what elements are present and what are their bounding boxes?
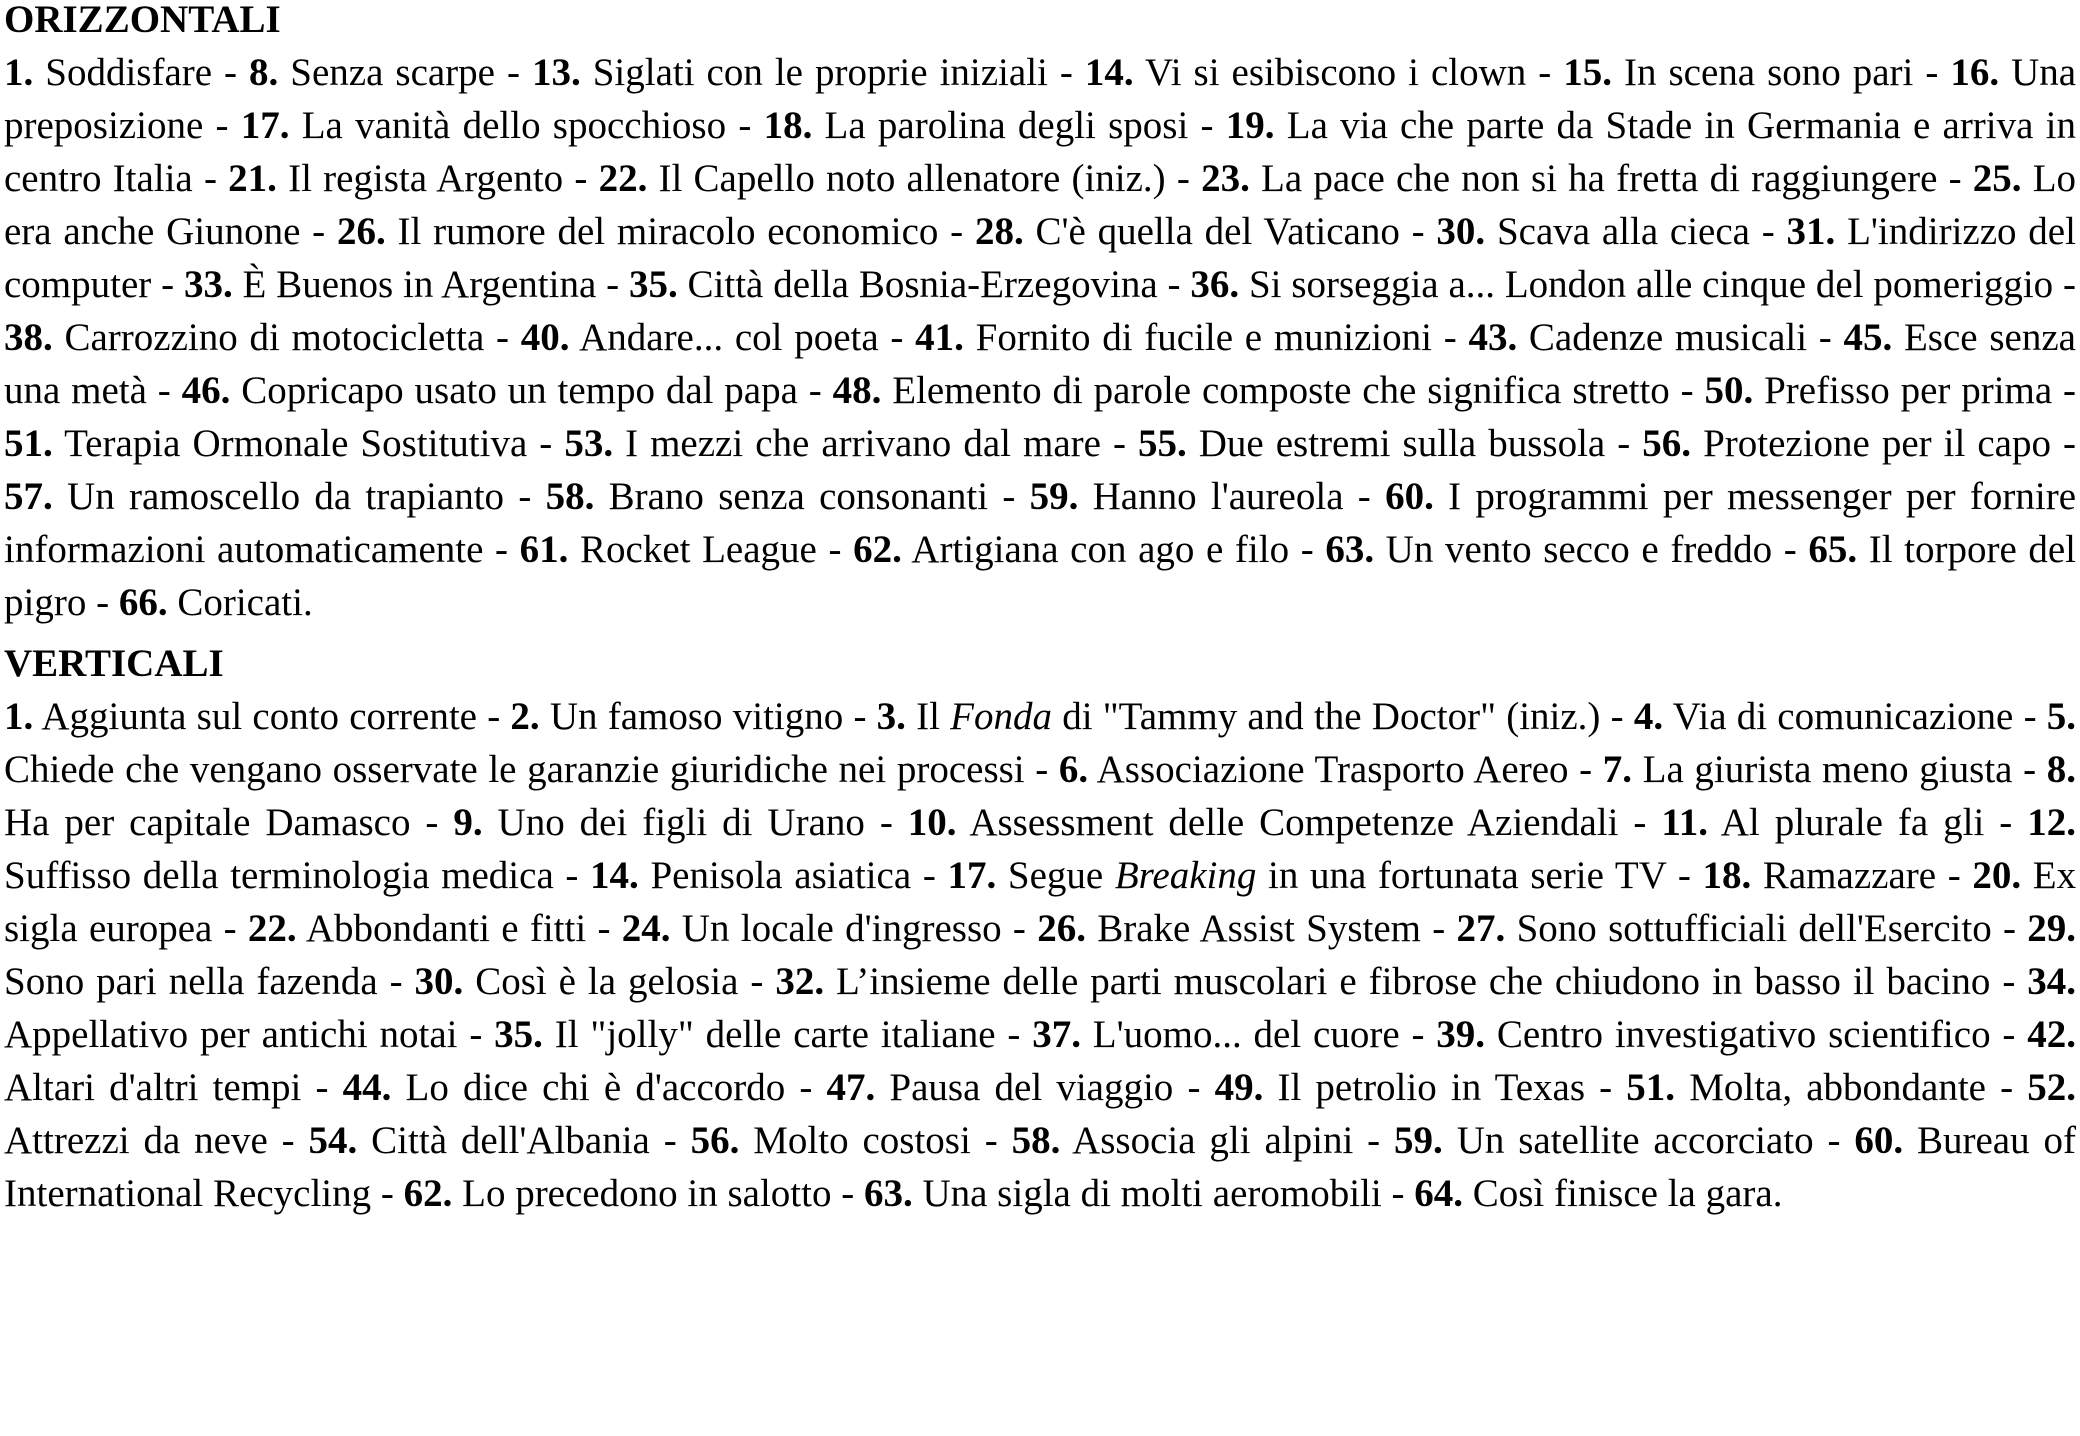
clue-number: 17. [240, 104, 290, 147]
clue-item [1626, 1066, 1986, 1109]
clue-text: Ex sigla europea [4, 854, 2077, 950]
clue-text: Abbondanti e fitti [305, 907, 587, 950]
clue-number: 4. [1633, 695, 1664, 738]
clue-number: 18. [1702, 854, 1752, 897]
clue-text: Chiede che vengano osservate le garanzie giuridiche nei processi [4, 748, 1025, 791]
clue-text: Molto costosi [753, 1119, 971, 1162]
clue-text: Carrozzino di motocicletta [64, 316, 485, 359]
clue-number: 25. [1972, 157, 2022, 200]
clue-text: Rocket League [580, 528, 817, 571]
clue-number: 59. [1029, 475, 1079, 518]
clue-text: Città della Bosnia-Erzegovina [687, 263, 1158, 306]
clue-text: Attrezzi da neve [4, 1119, 268, 1162]
clue-item [1201, 157, 1937, 200]
clue-number: 20. [1972, 854, 2022, 897]
clue-number: 36. [1190, 263, 1240, 306]
clue-number: 30. [1436, 210, 1486, 253]
clue-number: 12. [2027, 801, 2076, 844]
clue-number: 18. [763, 104, 813, 147]
clue-text: L'indirizzo del computer [4, 210, 2076, 306]
clue-number: 35. [628, 263, 678, 306]
clue-item [309, 1119, 650, 1162]
clue-number: 16. [1950, 51, 2000, 94]
clue-number: 37. [1032, 1013, 1081, 1056]
clue-number: 65. [1808, 528, 1858, 571]
clue-number: 5. [2046, 695, 2077, 738]
clue-item [915, 316, 1432, 359]
clue-text: Lo precedono in salotto [462, 1172, 832, 1215]
clue-item [4, 316, 484, 359]
clue-text: Il petrolio in Texas [1277, 1066, 1586, 1109]
clue-item [833, 369, 1670, 412]
clue-item [1190, 263, 2053, 306]
clue-item [1215, 1066, 1585, 1109]
clue-number: 32. [775, 960, 825, 1003]
clue-text: C'è quella del Vaticano [1035, 210, 1400, 253]
clue-number: 54. [308, 1119, 358, 1162]
clue-text: Associazione Trasporto Aereo [1096, 748, 1569, 791]
clue-number: 30. [414, 960, 464, 1003]
clue-number: 6. [1058, 748, 1089, 791]
clue-item [691, 1119, 971, 1162]
clue-text: Sono sottufficiali dell'Esercito [1516, 907, 1992, 950]
clue-item [877, 695, 1601, 738]
clue-number: 10. [907, 801, 957, 844]
clue-item [404, 1172, 832, 1215]
clue-item [249, 51, 495, 94]
clue-number: 46. [181, 369, 231, 412]
clue-number: 61. [519, 528, 569, 571]
clue-item [1414, 1172, 1782, 1215]
clue-text: Un famoso vitigno [549, 695, 844, 738]
clue-item [343, 1066, 786, 1109]
clue-text: Uno dei figli di Urano [497, 801, 865, 844]
clue-number: 45. [1843, 316, 1893, 359]
clue-text: Così è la gelosia [475, 960, 739, 1003]
clue-item [590, 854, 911, 897]
clue-number: 50. [1704, 369, 1754, 412]
clue-item [1085, 51, 1526, 94]
clue-number: 33. [183, 263, 233, 306]
clue-item [975, 210, 1400, 253]
clue-number: 17. [947, 854, 997, 897]
clue-number: 14. [590, 854, 639, 897]
clue-text: La via che parte da Stade in Germania e arriva in centro Italia [4, 104, 2077, 200]
clue-number: 51. [1626, 1066, 1676, 1109]
clue-item [241, 104, 726, 147]
clue-text: Vi si esibiscono i clown [1144, 51, 1527, 94]
clue-text: Altari d'altri tempi [4, 1066, 302, 1109]
clue-number: 51. [4, 422, 53, 465]
clue-text: Il rumore del miracolo economico [397, 210, 939, 253]
clue-number: 28. [974, 210, 1024, 253]
clue-item [453, 801, 865, 844]
clue-number: 58. [1011, 1119, 1061, 1162]
clue-text: Terapia Ormonale Sostitutiva [64, 422, 528, 465]
clue-item [4, 695, 477, 738]
clue-number: 3. [876, 695, 906, 738]
clue-text: Molta, abbondante [1689, 1066, 1986, 1109]
clue-number: 49. [1214, 1066, 1264, 1109]
clue-number: 48. [832, 369, 882, 412]
clue-item [532, 51, 1048, 94]
clue-item [1325, 528, 1772, 571]
clue-item [1634, 695, 2014, 738]
clue-text: Brano senza consonanti [608, 475, 989, 518]
clue-number: 44. [342, 1066, 392, 1109]
clue-text: Fornito di fucile e munizioni [975, 316, 1432, 359]
clue-list-orizzontali: 1. Soddisfare - 8. Senza scarpe - 13. Siglati con le proprie iniziali - 14. Vi si esibiscono i clown - 15. In scena sono pari - 16. Una preposizione - 17. La vanità dello spocchioso - 18. La parolina degli sposi - 19. La via che parte da Stade in Germania e arriva in centro Italia - 21. Il regista Argento - 22. Il Capello noto allenatore (iniz.) - 23. La pace che non si ha fretta di raggiungere - 25. Lo era anche Giunone - 26. Il rumore del miracolo economico - 28. C'è quella del Vaticano - 30. Scava alla cieca - 31. L'indirizzo del computer - 33. È Buenos in Argentina - 35. Città della Bosnia-Erzegovina - 36. Si sorseggia a... London alle cinque del pomeriggio - 38. Carrozzino di motocicletta - 40. Andare... col poeta - 41. Fornito di fucile e munizioni - 43. Cadenze musicali - 45. Esce senza una metà - 46. Copricapo usato un tempo dal papa - 48. Elemento di parole composte che significa stretto - 50. Prefisso per prima - 51. Terapia Ormonale Sostitutiva - 53. I mezzi che arrivano dal mare - 55. Due estremi sulla bussola - 56. Protezione per il capo - 57. Un ramoscello da trapianto - 58. Brano senza consonanti - 59. Hanno l'aureola - 60. I programmi per messenger per fornire informazioni automaticamente - 61. Rocket League - 62. Artigiana con ago e filo - 63. Un vento secco e freddo - 65. Il torpore del pigro - 66. Coricati. [4, 51, 2077, 624]
clue-text: L’insieme delle parti muscolari e fibrose che chiudono in basso il bacino [836, 960, 1991, 1003]
clue-number: 60. [1385, 475, 1434, 518]
clue-item [1436, 210, 1750, 253]
clue-item [4, 475, 504, 518]
clue-text: Copricapo usato un tempo dal papa [241, 369, 798, 412]
clue-item [1661, 801, 1984, 844]
clue-text: Soddisfare [45, 51, 213, 94]
clue-text: Elemento di parole composte che significa stretto [892, 369, 1670, 412]
clue-number: 8. [2046, 748, 2076, 791]
clue-number: 41. [915, 316, 964, 359]
clue-item [184, 263, 596, 306]
clue-item [1032, 1013, 1399, 1056]
clue-text-italic: Breaking [1114, 854, 1257, 897]
clue-number: 2. [510, 695, 540, 738]
clue-text: Centro investigativo scientifico [1496, 1013, 1991, 1056]
clue-number: 63. [863, 1172, 913, 1215]
clue-item [1012, 1119, 1354, 1162]
clue-item [775, 960, 1990, 1003]
clue-text: Appellativo per antichi notai [4, 1013, 458, 1056]
clue-item [4, 51, 212, 94]
clue-item [4, 422, 527, 465]
clue-item [248, 907, 586, 950]
clue-number: 63. [1325, 528, 1375, 571]
clue-text: Prefisso per prima [1764, 369, 2053, 412]
clue-number: 64. [1414, 1172, 1463, 1215]
clue-item [853, 528, 1289, 571]
clue-number: 1. [4, 51, 34, 94]
clue-text: Siglati con le proprie iniziali [592, 51, 1048, 94]
clue-number: 19. [1225, 104, 1275, 147]
clue-text: Si sorseggia a... London alle cinque del pomeriggio [1248, 263, 2054, 306]
clue-number: 1. [4, 695, 34, 738]
clue-text: Via di comunicazione [1672, 695, 2014, 738]
clue-number: 40. [520, 316, 570, 359]
clue-text: In scena sono pari [1624, 51, 1914, 94]
clue-number: 14. [1084, 51, 1134, 94]
clue-text: La parolina degli sposi [824, 104, 1189, 147]
clue-text: Segue [1007, 854, 1115, 897]
clue-text: Sono pari nella fazenda [4, 960, 378, 1003]
clue-number: 38. [4, 316, 53, 359]
clue-item [564, 422, 1101, 465]
clue-text: Penisola asiatica [650, 854, 912, 897]
section-title-verticali: VERTICALI [4, 642, 224, 685]
clue-item [764, 104, 1189, 147]
clue-number: 24. [621, 907, 671, 950]
clue-item [1702, 854, 1936, 897]
clue-text: Pausa del viaggio [889, 1066, 1174, 1109]
clue-number: 55. [1137, 422, 1187, 465]
clue-item [1468, 316, 1807, 359]
clue-number: 39. [1436, 1013, 1486, 1056]
clue-number: 53. [564, 422, 614, 465]
clue-text: Il regista Argento [288, 157, 564, 200]
clue-item [629, 263, 1158, 306]
clue-item [119, 581, 313, 624]
clue-item [947, 854, 1666, 897]
clue-text: Il "jolly" delle carte italiane [554, 1013, 996, 1056]
clue-number: 66. [118, 581, 168, 624]
clue-number: 57. [4, 475, 53, 518]
clue-item [415, 960, 739, 1003]
clue-number: 23. [1201, 157, 1250, 200]
clue-text: Il torpore del pigro [4, 528, 2077, 624]
clue-text: Coricati. [177, 581, 313, 624]
clue-number: 52. [2027, 1066, 2077, 1109]
clue-item [521, 316, 879, 359]
clue-number: 34. [2027, 960, 2076, 1003]
clue-text: Una preposizione [4, 51, 2077, 147]
clue-text: Un vento secco e freddo [1385, 528, 1773, 571]
clue-text: Ramazzare [1762, 854, 1937, 897]
clue-number: 22. [247, 907, 297, 950]
section-title-orizzontali: ORIZZONTALI [4, 0, 281, 41]
clue-text: Lo era anche Giunone [4, 157, 2077, 253]
clue-text: Hanno l'aureola [1092, 475, 1344, 518]
clue-number: 11. [1661, 801, 1708, 844]
clue-number: 35. [494, 1013, 543, 1056]
clue-number: 26. [336, 210, 386, 253]
clue-number: 8. [249, 51, 279, 94]
clue-text: Senza scarpe [290, 51, 495, 94]
clue-text: Il Capello noto allenatore (iniz.) [658, 157, 1166, 200]
clue-number: 7. [1602, 748, 1633, 791]
clue-text: Andare... col poeta [579, 316, 879, 359]
clue-number: 56. [1642, 422, 1692, 465]
clue-text: Una sigla di molti aeromobili [922, 1172, 1382, 1215]
clue-item [1030, 475, 1344, 518]
clue-item [1603, 748, 2013, 791]
clue-item [510, 695, 843, 738]
clue-text: Il [916, 695, 951, 738]
clue-number: 29. [2027, 907, 2077, 950]
clue-text: I mezzi che arrivano dal mare [625, 422, 1101, 465]
clue-number: 58. [545, 475, 595, 518]
clue-item [1457, 907, 1992, 950]
clue-item [1037, 907, 1421, 950]
clue-text: Ha per capitale Damasco [4, 801, 411, 844]
clue-item [546, 475, 988, 518]
clue-text: Un ramoscello da trapianto [67, 475, 505, 518]
clue-item [1059, 748, 1569, 791]
clue-item [494, 1013, 995, 1056]
clue-number: 47. [826, 1066, 876, 1109]
clue-text: Esce senza una metà [4, 316, 2076, 412]
clue-item [1138, 422, 1605, 465]
clue-text: Bureau of International Recycling [4, 1119, 2076, 1215]
clue-text: Artigiana con ago e filo [911, 528, 1290, 571]
clue-number: 26. [1037, 907, 1086, 950]
clue-number: 62. [403, 1172, 453, 1215]
clue-number: 42. [2027, 1013, 2076, 1056]
clue-item [827, 1066, 1174, 1109]
clue-text: L'uomo... del cuore [1092, 1013, 1400, 1056]
clue-text: Assessment delle Competenze Aziendali [969, 801, 1619, 844]
clue-item [337, 210, 938, 253]
clue-text: Aggiunta sul conto corrente [41, 695, 477, 738]
clue-number: 59. [1394, 1119, 1443, 1162]
clue-text: I programmi per messenger per fornire informazioni automaticamente [4, 475, 2077, 571]
clue-text: Suffisso della terminologia medica [4, 854, 554, 897]
clue-number: 62. [853, 528, 902, 571]
clue-number: 15. [1563, 51, 1612, 94]
clue-number: 27. [1456, 907, 1506, 950]
clue-item [520, 528, 817, 571]
clue-item [622, 907, 1002, 950]
clue-number: 21. [228, 157, 277, 200]
clue-text: Lo dice chi è d'accordo [405, 1066, 786, 1109]
clue-text-after: in una fortunata serie TV [1256, 854, 1667, 897]
clue-number: 13. [531, 51, 581, 94]
clue-item [182, 369, 798, 412]
clue-text: Al plurale fa gli [1720, 801, 1985, 844]
clue-text: La giurista meno giusta [1642, 748, 2013, 791]
clue-text: Brake Assist System [1097, 907, 1421, 950]
clue-text: Cadenze musicali [1528, 316, 1808, 359]
clue-text: Scava alla cieca [1496, 210, 1750, 253]
clue-text: Un satellite accorciato [1456, 1119, 1814, 1162]
clue-item [1704, 369, 2052, 412]
clue-number: 9. [453, 801, 483, 844]
clue-item [1563, 51, 1913, 94]
clue-text: Un locale d'ingresso [681, 907, 1002, 950]
clue-number: 22. [598, 157, 648, 200]
clue-text: Protezione per il capo [1703, 422, 2051, 465]
clue-text-italic: Fonda [950, 695, 1052, 738]
clue-item [599, 157, 1166, 200]
clue-number: 43. [1468, 316, 1518, 359]
clue-text: Città dell'Albania [371, 1119, 650, 1162]
clue-item [228, 157, 563, 200]
clue-number: 60. [1854, 1119, 1904, 1162]
clue-text: Associa gli alpini [1072, 1119, 1354, 1162]
clue-number: 31. [1786, 210, 1836, 253]
clue-text: La vanità dello spocchioso [301, 104, 727, 147]
clue-item [1642, 422, 2051, 465]
clue-list-verticali: 1. Aggiunta sul conto corrente - 2. Un famoso vitigno - 3. Il Fonda di "Tammy and the Doctor" (iniz.) - 4. Via di comunicazione - 5. Chiede che vengano osservate le garanzie giuridiche nei processi - 6. Associazione Trasporto Aereo - 7. La giurista meno giusta - 8. Ha per capitale Damasco - 9. Uno dei figli di Urano - 10. Assessment delle Competenze Aziendali - 11. Al plurale fa gli - 12. Suffisso della terminologia medica - 14. Penisola asiatica - 17. Segue Breaking in una fortunata serie TV - 18. Ramazzare - 20. Ex sigla europea - 22. Abbondanti e fitti - 24. Un locale d'ingresso - 26. Brake Assist System - 27. Sono sottufficiali dell'Esercito - 29. Sono pari nella fazenda - 30. Così è la gelosia - 32. L’insieme delle parti muscolari e fibrose che chiudono in basso il bacino - 34. Appellativo per antichi notai - 35. Il "jolly" delle carte italiane - 37. L'uomo... del cuore - 39. Centro investigativo scientifico - 42. Altari d'altri tempi - 44. Lo dice chi è d'accordo - 47. Pausa del viaggio - 49. Il petrolio in Texas - 51. Molta, abbondante - 52. Attrezzi da neve - 54. Città dell'Albania - 56. Molto costosi - 58. Associa gli alpini - 59. Un satellite accorciato - 60. Bureau of International Recycling - 62. Lo precedono in salotto - 63. Una sigla di molti aeromobili - 64. Così finisce la gara. [4, 695, 2077, 1215]
clue-number: 56. [690, 1119, 740, 1162]
clue-text: La pace che non si ha fretta di raggiungere [1261, 157, 1938, 200]
clue-item [1394, 1119, 1814, 1162]
clue-item [1436, 1013, 1990, 1056]
clue-text: Due estremi sulla bussola [1198, 422, 1606, 465]
clue-item [864, 1172, 1382, 1215]
clue-text-after: di "Tammy and the Doctor" (iniz.) [1051, 695, 1601, 738]
clue-text: È Buenos in Argentina [242, 263, 597, 306]
clue-item [908, 801, 1619, 844]
clue-text: Così finisce la gara. [1472, 1172, 1783, 1215]
